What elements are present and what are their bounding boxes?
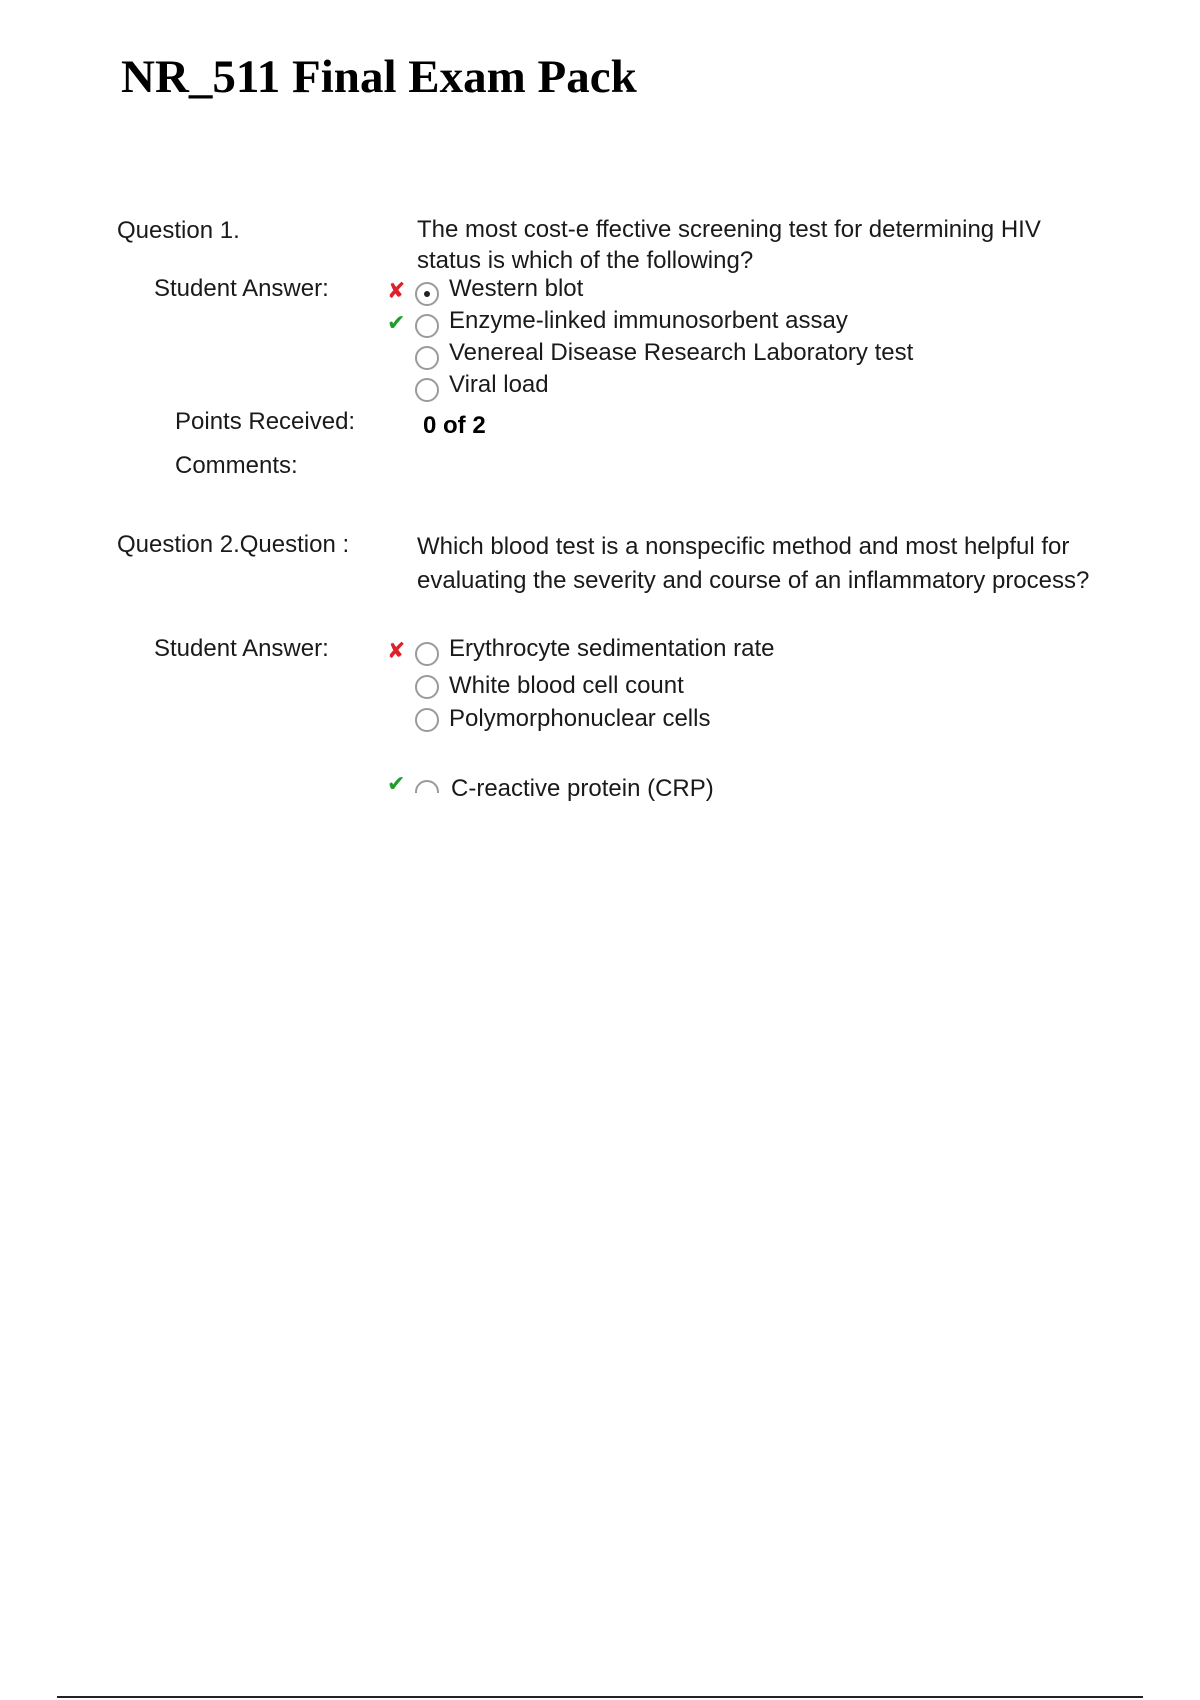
radio-option-elisa[interactable] bbox=[415, 314, 439, 338]
option-label: Viral load bbox=[449, 371, 549, 398]
option-label: C-reactive protein (CRP) bbox=[451, 775, 714, 802]
option-label: Erythrocyte sedimentation rate bbox=[449, 635, 775, 662]
radio-option-pmn[interactable] bbox=[415, 708, 439, 732]
student-answer-label: Student Answer: bbox=[154, 635, 329, 662]
question-1-text: The most cost-e ffective screening test for determining HIV status is which of the following? bbox=[417, 216, 1041, 274]
question-2-text: Which blood test is a nonspecific method and most helpful for evaluating the severity and course of an inflammatory process? bbox=[417, 533, 1090, 594]
option-label: Enzyme-linked immunosorbent assay bbox=[449, 307, 848, 334]
page-title: NR_511 Final Exam Pack bbox=[121, 51, 637, 103]
radio-option-viral-load[interactable] bbox=[415, 378, 439, 402]
comments-label: Comments: bbox=[175, 452, 298, 479]
radio-option-wbc[interactable] bbox=[415, 675, 439, 699]
cross-mark-icon: ✘ bbox=[387, 278, 406, 303]
check-mark-icon: ✔ bbox=[387, 771, 406, 796]
question-1-label: Question 1. bbox=[117, 217, 240, 244]
question-2-label: Question 2.Question : bbox=[117, 531, 350, 558]
radio-option-western-blot[interactable] bbox=[415, 282, 439, 306]
radio-option-esr[interactable] bbox=[415, 642, 439, 666]
footer-divider bbox=[57, 1696, 1143, 1698]
option-label: Polymorphonuclear cells bbox=[449, 705, 711, 732]
points-value: 0 of 2 bbox=[423, 412, 486, 439]
radio-option-crp[interactable] bbox=[415, 780, 439, 793]
student-answer-label: Student Answer: bbox=[154, 275, 329, 302]
option-label: White blood cell count bbox=[449, 672, 684, 699]
option-label: Western blot bbox=[449, 275, 584, 302]
check-mark-icon: ✔ bbox=[387, 310, 406, 335]
cross-mark-icon: ✘ bbox=[387, 638, 406, 663]
radio-option-vdrl[interactable] bbox=[415, 346, 439, 370]
points-received-label: Points Received: bbox=[175, 408, 356, 435]
option-label: Venereal Disease Research Laboratory test bbox=[449, 339, 914, 366]
